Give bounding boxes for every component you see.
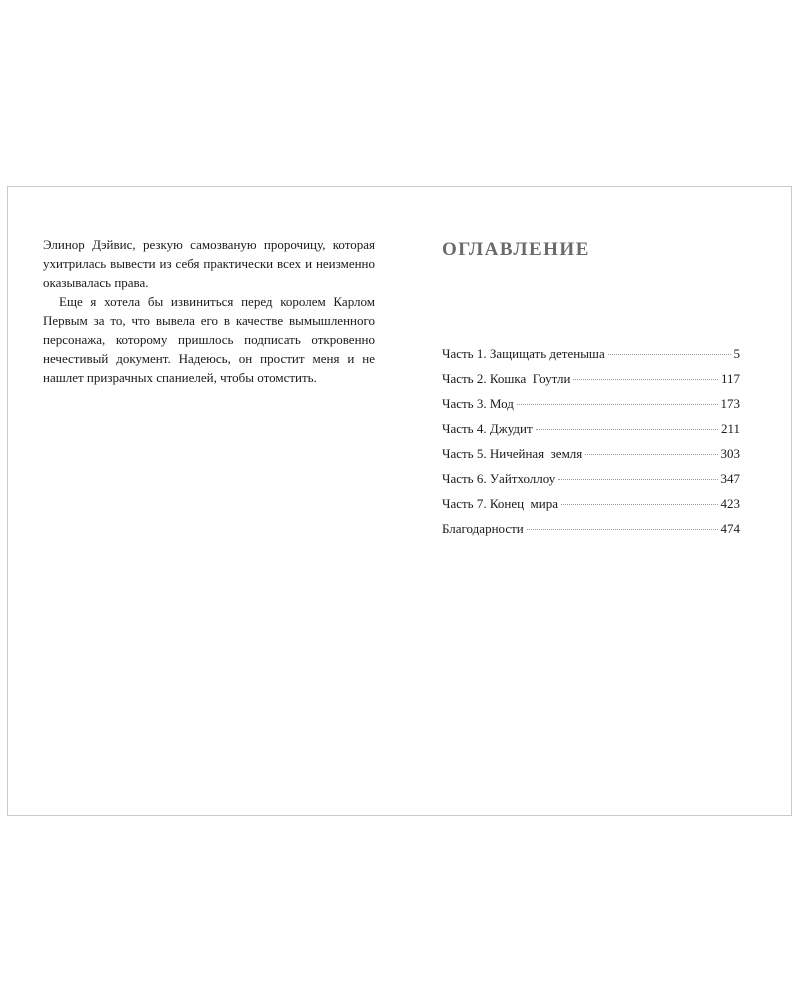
toc-leader-dots [517,404,718,405]
toc-entry [442,344,740,369]
left-page-text [43,235,375,387]
toc-leader-dots [558,479,717,480]
toc-entry-page: 117 [720,371,740,386]
toc-entry-page: 474 [720,521,740,536]
toc-entry-page: 423 [720,496,740,511]
toc-leader-dots [608,354,731,355]
book-spread [7,186,792,816]
toc-entry-label: Часть 6. Уайтхоллоу [442,471,556,486]
toc-entry [442,519,740,544]
paragraph: Еще я хотела бы извиниться перед королем Карлом Первым за то, что вывела его в качестве вымышленного персонажа, которому пришлось подписать откровенно нечестивый документ. Надеюсь, он простит меня и не нашлет призрачных спаниелей, чтобы отомстить. [43,294,375,385]
toc-list [442,344,740,544]
toc-entry-label: Благодарности [442,521,524,536]
toc-entry-label: Часть 7. Конец мира [442,496,559,511]
toc-entry-page: 173 [720,396,740,411]
toc-leader-dots [536,429,718,430]
toc-entry-page: 303 [720,446,740,461]
toc-leader-dots [527,529,718,530]
toc-entry-label: Часть 4. Джудит [442,421,533,436]
toc-entry [442,369,740,394]
toc-entry-label: Часть 3. Мод [442,396,514,411]
toc-entry [442,444,740,469]
toc-entry-page: 5 [733,346,740,361]
toc-title: ОГЛАВЛЕНИЕ [442,239,590,260]
toc-leader-dots [561,504,717,505]
toc-entry [442,394,740,419]
toc-leader-dots [585,454,717,455]
toc-entry-label: Часть 2. Кошка Гоутли [442,371,571,386]
toc-entry-page: 347 [720,471,740,486]
toc-leader-dots [573,379,718,380]
toc-entry-page: 211 [720,421,740,436]
table-of-contents [442,235,740,536]
toc-entry-label: Часть 1. Защищать детеныша [442,346,605,361]
paragraph: Элинор Дэйвис, резкую самозваную пророчицу, которая ухитрилась вывести из себя практически всех и неизменно оказывалась права. [43,237,375,290]
toc-entry [442,494,740,519]
toc-entry-label: Часть 5. Ничейная земля [442,446,583,461]
toc-entry [442,419,740,444]
toc-entry [442,469,740,494]
